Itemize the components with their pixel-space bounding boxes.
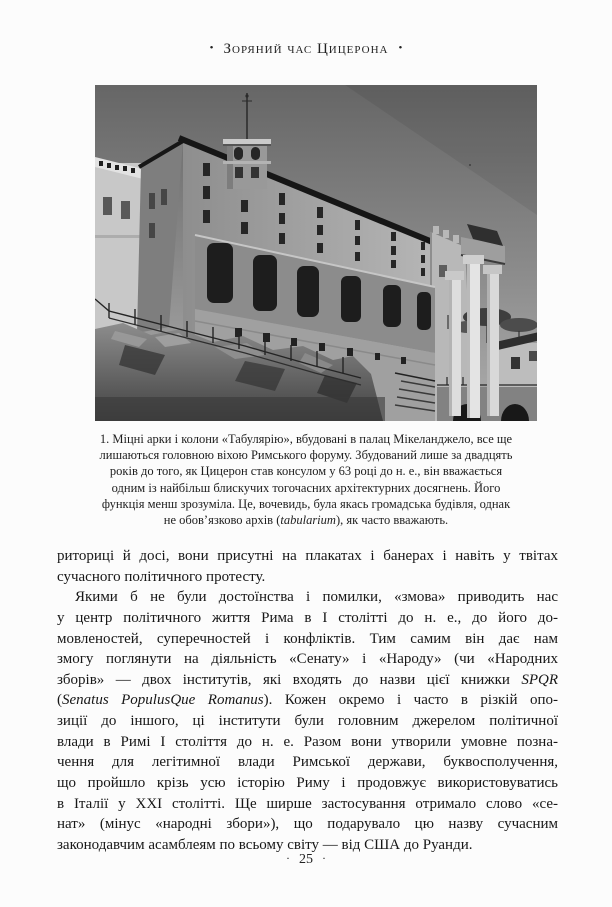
caption-line: років до того, як Цицерон став консулом у 63 році до н. е., він вважається — [109, 464, 503, 479]
text-line: у центр політичного життя Рима в І столітті до н. е., до його до- — [57, 609, 558, 626]
text-line: що пройшло крізь усю історію Риму і продовжує використовуватись — [57, 775, 558, 792]
book-title: Зоряний час Цицерона — [223, 41, 389, 57]
text-line: зиції до іншого, ці інститути були головним джерелом політичної — [57, 713, 558, 730]
text-line: законодавчим асамблеям по всьому світу — від США до Руанди. — [57, 836, 473, 853]
footer-dot-left: · — [286, 851, 290, 865]
text-line: нат» (мінус «народні збори»), що подарувало цю назву сучасним — [57, 816, 558, 833]
text-line: зборів» — двох інститутів, які входять до назви цієї книжки SPQR — [57, 671, 558, 688]
header-bullet-right: • — [398, 42, 403, 54]
text-line: (Senatus PopulusQue Romanus). Кожен окремо і часто в різкій опо- — [57, 692, 558, 709]
caption-line: не обов’язково архів (tabularium), як часто вважають. — [163, 512, 449, 527]
body-text — [57, 546, 558, 856]
page-footer — [0, 851, 612, 868]
running-header — [0, 41, 612, 58]
text-line: сучасного політичного протесту. — [57, 568, 266, 585]
footer-dot-right: · — [322, 851, 326, 865]
text-line: Якими б не були достоїнства і помилки, «змова» приводить нас — [75, 589, 558, 606]
figure-caption — [51, 431, 561, 528]
header-bullet-left: • — [209, 42, 214, 54]
caption-line: 1. Міцні арки і колони «Табулярію», вбудовані в палац Мікеланджело, все ще — [99, 432, 513, 446]
page-number: 25 — [299, 852, 313, 867]
photo-roman-forum — [95, 85, 537, 421]
text-line: в Італії у XXI столітті. Ще ширше застосування отримало слово «се- — [57, 795, 558, 812]
text-line: риториці й досі, вони присутні на плакатах і банерах і навіть у твітах — [57, 548, 558, 564]
caption-line: функція менш зрозуміла. Це, вочевидь, була якась громадська будівля, однак — [101, 496, 511, 511]
figure-tabularium — [95, 85, 537, 421]
caption-line: лишаються головною віхою Римського форуму. Збудований лише за двадцять — [99, 448, 513, 463]
text-line: влади в Римі І століття до н. е. Разом вони утворили умовне позна- — [57, 733, 558, 750]
text-line: чення для легітимної влади Римської держави, буквосполучення, — [57, 754, 558, 771]
text-line: змогу поглянути на діяльність «Сенату» і «Народу» (чи «Народних — [57, 651, 558, 668]
text-line: мовленостей, суперечностей і конфліктів. Тим самим він дає нам — [57, 630, 558, 647]
caption-line: одним із найбільш блискучих тогочасних архітектурних досягнень. Його — [111, 480, 501, 495]
